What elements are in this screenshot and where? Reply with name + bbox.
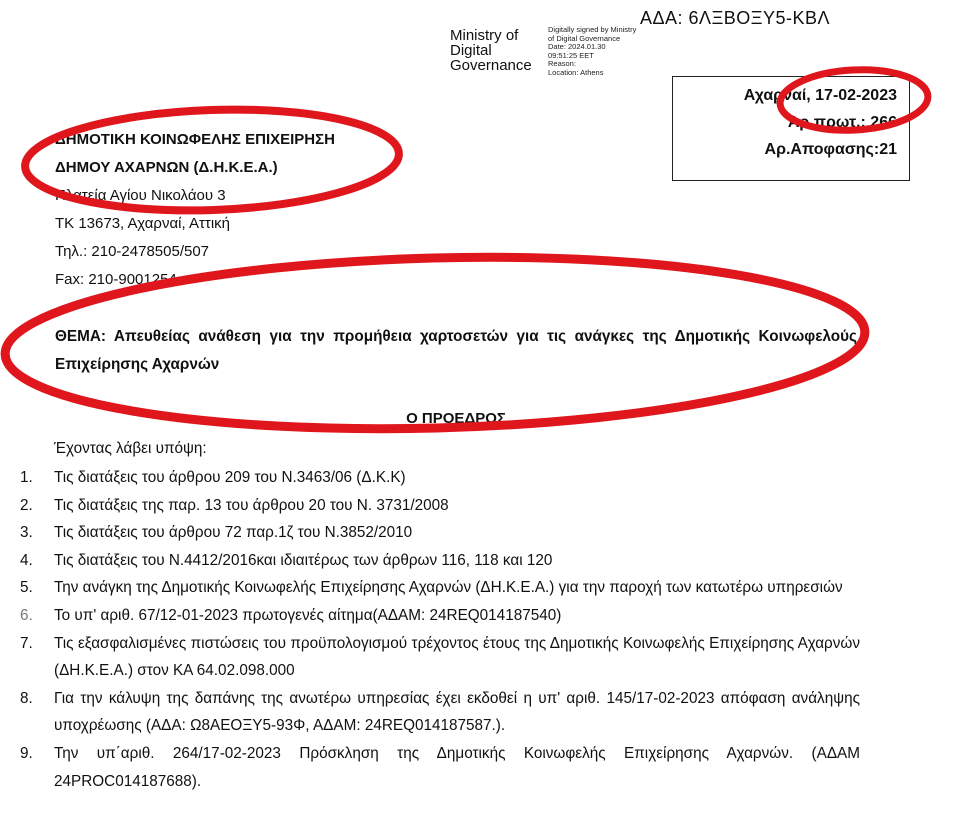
date-box <box>672 76 910 181</box>
item-text: Την ανάγκη της Δημοτικής Κοινωφελής Επιχείρησης Αχαρνών (ΔΗ.Κ.Ε.Α.) για την παροχή των κατωτέρω υπηρεσιών <box>54 579 843 597</box>
item-number: 6. <box>20 606 33 624</box>
item-number: 3. <box>20 524 33 542</box>
list-item <box>20 602 860 630</box>
considerations-list <box>20 464 860 795</box>
org-fax: Fax: 210-9001254 <box>55 271 177 288</box>
org-city: ΤΚ 13673, Αχαρναί, Αττική <box>55 215 231 232</box>
item-text: Τις εξασφαλισμένες πιστώσεις του προϋπολογισμού τρέχοντος έτους της Δημοτικής Κοινωφελής Επιχείρησης Αχαρνών (ΔΗ.Κ.Ε.Α.) στον ΚΑ 64.02.098.000 <box>54 634 860 680</box>
list-item <box>20 630 860 685</box>
item-text: Για την κάλυψη της δαπάνης της ανωτέρω υπηρεσίας έχει εκδοθεί η υπ' αριθ. 145/17-02-2023 απόφαση ανάληψης υποχρέωσης (ΑΔΑ: Ω8ΑΕΟΞΥ5-93Φ, ΑΔΑΜ: 24REQ014187587.). <box>54 689 860 735</box>
protocol-number: Αρ.πρωτ.: 266 <box>787 114 897 131</box>
item-text: Τις διατάξεις της παρ. 13 του άρθρου 20 του Ν. 3731/2008 <box>54 496 449 514</box>
signature-line: Location: Athens <box>548 67 604 77</box>
list-item <box>20 574 860 602</box>
item-text: Τις διατάξεις του άρθρου 72 παρ.1ζ του Ν.3852/2010 <box>54 524 413 542</box>
item-text: Τις διατάξεις του Ν.4412/2016και ιδιαιτέρως των άρθρων 116, 118 και 120 <box>54 551 553 569</box>
subject-line: ΘΕΜΑ: Απευθείας ανάθεση για την προμήθεια χαρτοσετών για τις ανάγκες της Δημοτικής Κοινωφελούς Επιχείρησης Αχαρνών <box>55 328 857 373</box>
org-name-line1: ΔΗΜΟΤΙΚΗ ΚΟΙΝΩΦΕΛΗΣ ΕΠΙΧΕΙΡΗΣΗ <box>55 131 335 148</box>
list-item <box>20 492 860 520</box>
signature-line: Digitally signed by Ministry <box>548 25 637 34</box>
org-name-line2: ΔΗΜΟΥ ΑΧΑΡΝΩΝ (Δ.Η.Κ.Ε.Α.) <box>55 159 278 176</box>
list-item <box>20 519 860 547</box>
president-heading: Ο ΠΡΟΕΔΡΟΣ <box>406 410 506 427</box>
ministry-line: Digital <box>450 42 492 59</box>
item-number: 1. <box>20 469 33 486</box>
org-address: Πλατεία Αγίου Νικολάου 3 <box>55 187 226 204</box>
org-phone: Τηλ.: 210-2478505/507 <box>55 243 210 260</box>
item-text: Την υπ΄αριθ. 264/17-02-2023 Πρόσκληση της Δημοτικής Κοινωφελής Επιχείρησης Αχαρνών. (ΑΔΑΜ 24PROC014187688). <box>54 744 860 790</box>
signature-line: of Digital Governance <box>548 33 621 43</box>
signature-line: Reason: <box>548 59 576 68</box>
list-item <box>20 464 860 492</box>
item-text: Το υπ' αριθ. 67/12-01-2023 πρωτογενές αίτημα(ΑΔΑΜ: 24REQ014187540) <box>54 606 562 624</box>
digital-signature-stamp <box>548 26 636 77</box>
item-number: 9. <box>20 744 33 762</box>
list-item <box>20 547 860 575</box>
ada-code: ΑΔΑ: 6ΛΞΒΟΞΥ5-ΚΒΛ <box>640 8 831 28</box>
ministry-label <box>450 28 532 73</box>
item-text: Τις διατάξεις του άρθρου 209 του Ν.3463/06 (Δ.Κ.Κ) <box>54 469 406 486</box>
lead-text: Έχοντας λάβει υπόψη: <box>54 440 207 457</box>
item-number: 2. <box>20 496 33 514</box>
ministry-line: Governance <box>450 57 532 74</box>
list-item <box>20 685 860 740</box>
signature-line: Date: 2024.01.30 <box>548 42 606 51</box>
item-number: 4. <box>20 551 33 569</box>
ministry-line: Ministry of <box>450 27 519 44</box>
item-number: 8. <box>20 689 33 707</box>
item-number: 5. <box>20 579 33 597</box>
list-item <box>20 740 860 795</box>
date-line: Αχαρναί, 17-02-2023 <box>743 87 897 104</box>
decision-number: Αρ.Αποφασης:21 <box>764 141 897 158</box>
item-number: 7. <box>20 634 33 652</box>
signature-line: 09:51:25 EET <box>548 50 594 60</box>
